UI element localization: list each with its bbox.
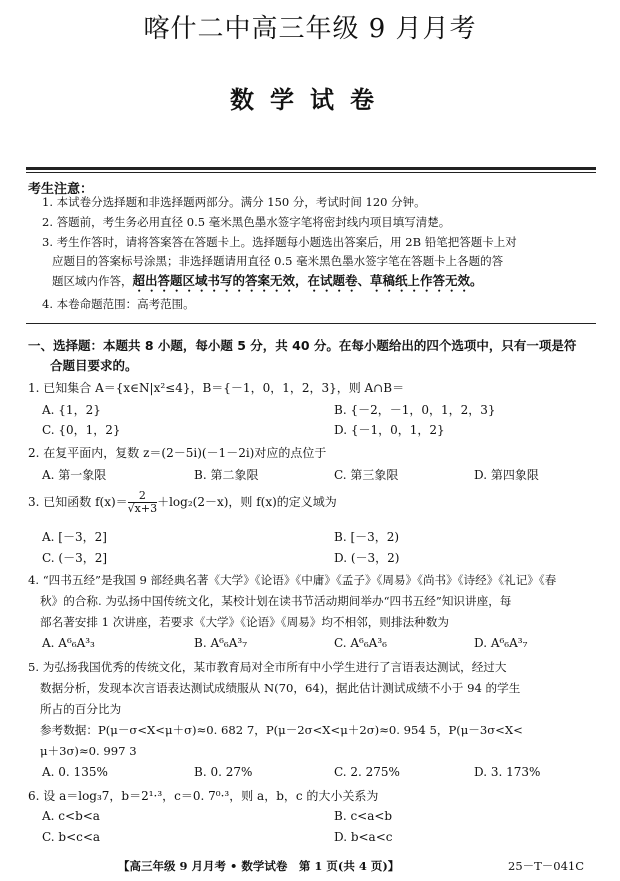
question-4-line: 部名著安排 1 次讲座，若要求《大学》《论语》《周易》均不相邻，则排法种数为 xyxy=(40,615,449,629)
question-5-line: 5. 为弘扬我国优秀的传统文化，某市教育局对全市所有中小学生进行了言语表达测试，经过大 xyxy=(28,660,507,674)
q6-option-c: C. b<c<a xyxy=(42,830,101,844)
notice-item: 3. 考生作答时，请将答案答在答题卡上。选择题每小题选出答案后，用 2B 铅笔把答题卡上对 xyxy=(42,235,517,249)
question-5-line: 参考数据：P(μ－σ<X<μ＋σ)≈0. 682 7，P(μ－2σ<X<μ＋2σ)≈0. 954 5，P(μ－3σ<X< xyxy=(40,723,523,737)
section-heading: 一、选择题：本题共 8 小题，每小题 5 分，共 40 分。在每小题给出的四个选项中，只有一项是符 xyxy=(28,338,577,353)
notice-item: 应题目的答案标号涂黑；非选择题请用直径 0.5 毫米黑色墨水签字笔在答题卡上各题的答 xyxy=(52,254,504,268)
notice-item-text: 题区域内作答， xyxy=(52,274,133,288)
q5-option-c: C. 2. 275% xyxy=(334,765,400,779)
q4-option-d: D. A⁶₆A³₇ xyxy=(474,636,528,650)
notice-item: 4. 本卷命题范围：高考范围。 xyxy=(42,297,195,311)
notice-emphasis: 超出答题区域书写的答案无效，在试题卷、草稿纸上作答无效。 xyxy=(132,273,483,288)
section-heading-cont: 合题目要求的。 xyxy=(50,358,138,373)
divider-top-thin xyxy=(26,172,596,173)
q2-option-d: D. 第四象限 xyxy=(474,468,539,482)
q6-option-b: B. c<a<b xyxy=(334,809,393,823)
q3-stem-pre: 3. 已知函数 f(x)＝ xyxy=(28,495,128,509)
q3-stem-post: ＋log₂(2－x)，则 f(x)的定义域为 xyxy=(157,495,337,509)
q4-option-c: C. A⁶₆A³₆ xyxy=(334,636,387,650)
q2-option-c: C. 第三象限 xyxy=(334,468,399,482)
q1-option-a: A. {1，2} xyxy=(42,403,101,417)
q3-option-c: C. (－3，2] xyxy=(42,551,108,565)
q3-denominator: √x+3 xyxy=(127,502,158,515)
q6-option-d: D. b<a<c xyxy=(334,830,393,844)
q1-option-c: C. {0，1，2} xyxy=(42,423,121,437)
question-5-line: 所占的百分比为 xyxy=(40,702,122,716)
q1-option-b: B. {－2，－1，0，1，2，3} xyxy=(334,403,496,417)
q5-option-d: D. 3. 173% xyxy=(474,765,541,779)
q3-option-d: D. (－3，2) xyxy=(334,551,400,565)
q2-option-b: B. 第二象限 xyxy=(194,468,259,482)
q3-option-b: B. [－3，2) xyxy=(334,530,400,544)
notice-item: 2. 答题前，考生务必用直径 0.5 毫米黑色墨水签字笔将密封线内项目填写清楚。 xyxy=(42,215,451,229)
footer-code: 25－T－041C xyxy=(508,859,585,873)
question-2-stem: 2. 在复平面内，复数 z＝(2－5i)(－1－2i)对应的点位于 xyxy=(28,446,327,460)
question-1-stem: 1. 已知集合 A＝{x∈N|x²≤4}，B＝{－1，0，1，2，3}，则 A∩B＝ xyxy=(28,381,405,395)
q3-fraction xyxy=(128,490,157,515)
q4-option-a: A. A⁶₆A³₃ xyxy=(42,636,95,650)
question-3-stem xyxy=(28,489,337,515)
question-5-line: 数据分析，发现本次言语表达测试成绩服从 N(70，64)，据此估计测试成绩不小于 94 的学生 xyxy=(40,681,521,695)
q3-option-a: A. [－3，2] xyxy=(42,530,107,544)
q5-option-a: A. 0. 135% xyxy=(42,765,108,779)
question-4-line: 秋》的合称. 为弘扬中国传统文化，某校计划在读书节活动期间举办“四书五经”知识讲座，每 xyxy=(40,594,512,608)
footer-page-info: 【高三年级 9 月月考 • 数学试卷 第 1 页(共 4 页)】 xyxy=(118,859,400,873)
question-4-line: 4. “四书五经”是我国 9 部经典名著《大学》《论语》《中庸》《孟子》《周易》《尚书》《诗经》《礼记》《春 xyxy=(28,573,557,587)
notice-title: 考生注意： xyxy=(28,182,94,197)
q6-option-a: A. c<b<a xyxy=(42,809,100,823)
divider-top xyxy=(26,167,596,170)
q4-option-b: B. A⁶₆A³₇ xyxy=(194,636,248,650)
q2-option-a: A. 第一象限 xyxy=(42,468,107,482)
q1-option-d: D. {－1，0，1，2} xyxy=(334,423,445,437)
q3-numerator: 2 xyxy=(128,490,157,503)
exam-subject: 数学试卷 xyxy=(230,85,390,114)
question-5-line: μ＋3σ)≈0. 997 3 xyxy=(40,744,137,758)
divider-mid xyxy=(26,323,596,324)
notice-item: 1. 本试卷分选择题和非选择题两部分。满分 150 分，考试时间 120 分钟。 xyxy=(42,195,426,209)
q5-option-b: B. 0. 27% xyxy=(194,765,253,779)
notice-item-line xyxy=(52,271,483,295)
exam-title: 喀什二中高三年级 9 月月考 xyxy=(143,14,477,44)
question-6-stem: 6. 设 a＝log₃7，b＝2¹·³，c＝0. 7⁰·³，则 a，b，c 的大小关系为 xyxy=(28,789,379,803)
